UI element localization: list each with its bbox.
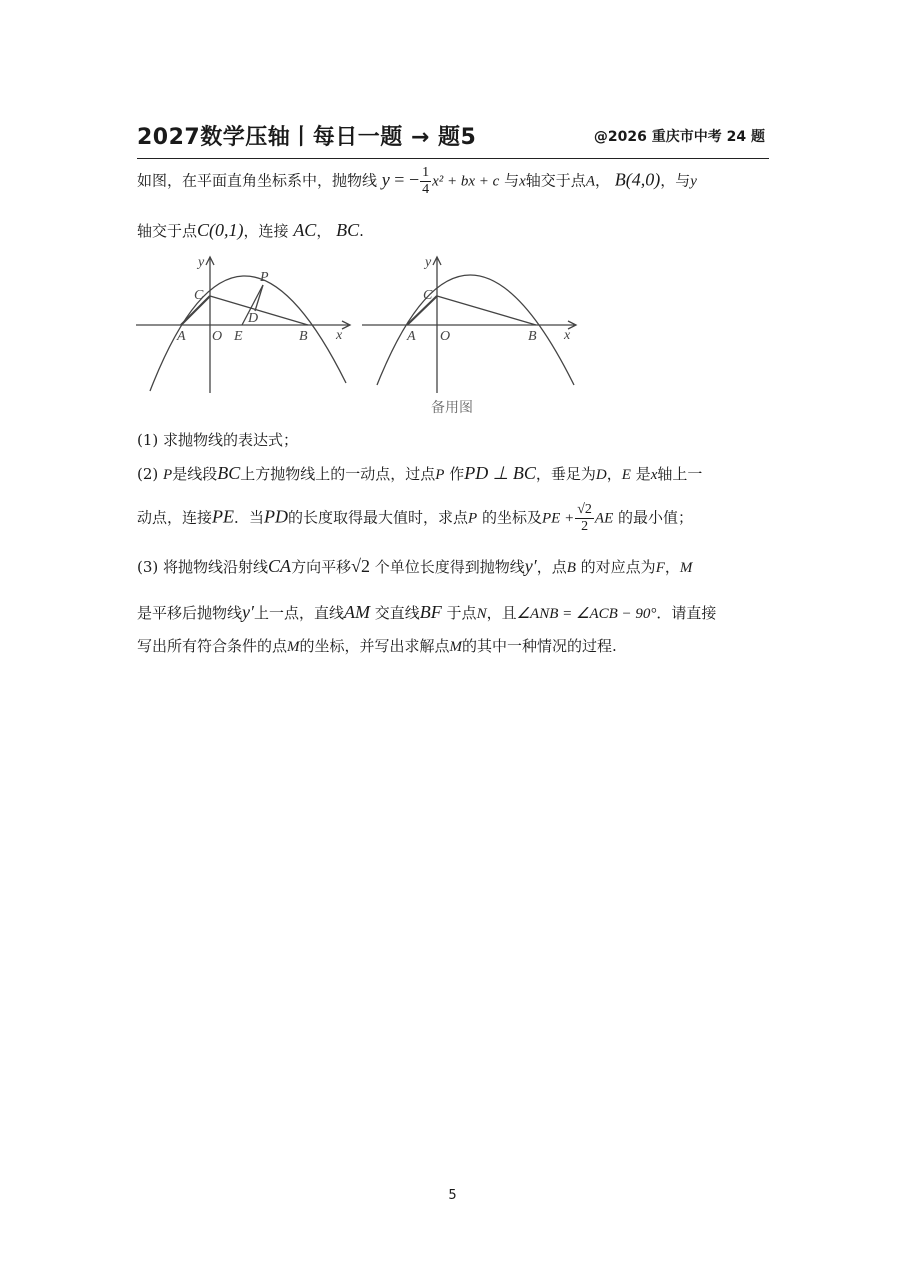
label-b: B <box>299 329 308 344</box>
label-p: P <box>260 270 269 285</box>
question-number: (1) <box>137 431 159 449</box>
header-source: @2026 重庆市中考 24 题 <box>593 129 765 145</box>
question-2-line-2: 动点，连接PE．当PD的长度取得最大值时，求点P 的坐标及PE + $\frac{√2}{2}$ AE 的最小值； <box>137 502 694 534</box>
label-x: x <box>336 328 343 343</box>
question-1: (1) 求抛物线的表达式； <box>137 431 299 449</box>
label-c: C <box>194 288 204 303</box>
label-d: D <box>248 311 259 326</box>
fraction-root2-over-2: $\frac{√2}{2}$ <box>577 502 592 534</box>
question-3-line-3: 写出所有符合条件的点M的坐标，并写出求解点M的其中一种情况的过程. <box>137 637 617 655</box>
question-3-line-1: (3) 将抛物线沿射线CA方向平移√2 个单位长度得到抛物线y′，点B 的对应点为F，M <box>137 556 693 576</box>
label-c: C <box>423 288 433 303</box>
question-3-line-2: 是平移后抛物线y′上一点，直线AM 交直线BF 于点N，且∠ANB = ∠ACB − 90°．请直接 <box>137 602 717 622</box>
figure-backup <box>362 253 584 395</box>
intro-line-1: 如图，在平面直角坐标系中，抛物线 y = − $\frac{1}{4}$ x² + bx + c 与x轴交于点A， B(4,0)，与y <box>137 165 697 197</box>
figure-main <box>136 253 358 395</box>
label-y: y <box>198 255 205 270</box>
label-o: O <box>440 329 451 344</box>
label-o: O <box>212 329 223 344</box>
intro-line-2: 轴交于点C(0,1)，连接 AC， BC. <box>137 220 364 240</box>
label-y: y <box>425 255 432 270</box>
segment-ac <box>407 296 437 325</box>
label-e: E <box>234 329 243 344</box>
label-x: x <box>564 328 571 343</box>
header-title: 2027数学压轴丨每日一题 → 题5 <box>137 125 477 150</box>
label-a: A <box>407 329 416 344</box>
fraction-one-quarter: $\frac{1}{4}$ <box>422 165 430 197</box>
segment-bc <box>437 296 536 325</box>
question-number: (3) <box>137 558 159 576</box>
page-header <box>137 120 769 159</box>
figure-caption: 备用图 <box>431 400 473 416</box>
label-b: B <box>528 329 537 344</box>
label-a: A <box>177 329 186 344</box>
page-number: 5 <box>448 1188 457 1203</box>
question-2-line-1: (2) P是线段BC上方抛物线上的一动点，过点P 作PD ⊥ BC，垂足为D，E 是x轴上一 <box>137 463 703 483</box>
segment-bc <box>210 296 308 325</box>
question-number: (2) <box>137 465 159 483</box>
